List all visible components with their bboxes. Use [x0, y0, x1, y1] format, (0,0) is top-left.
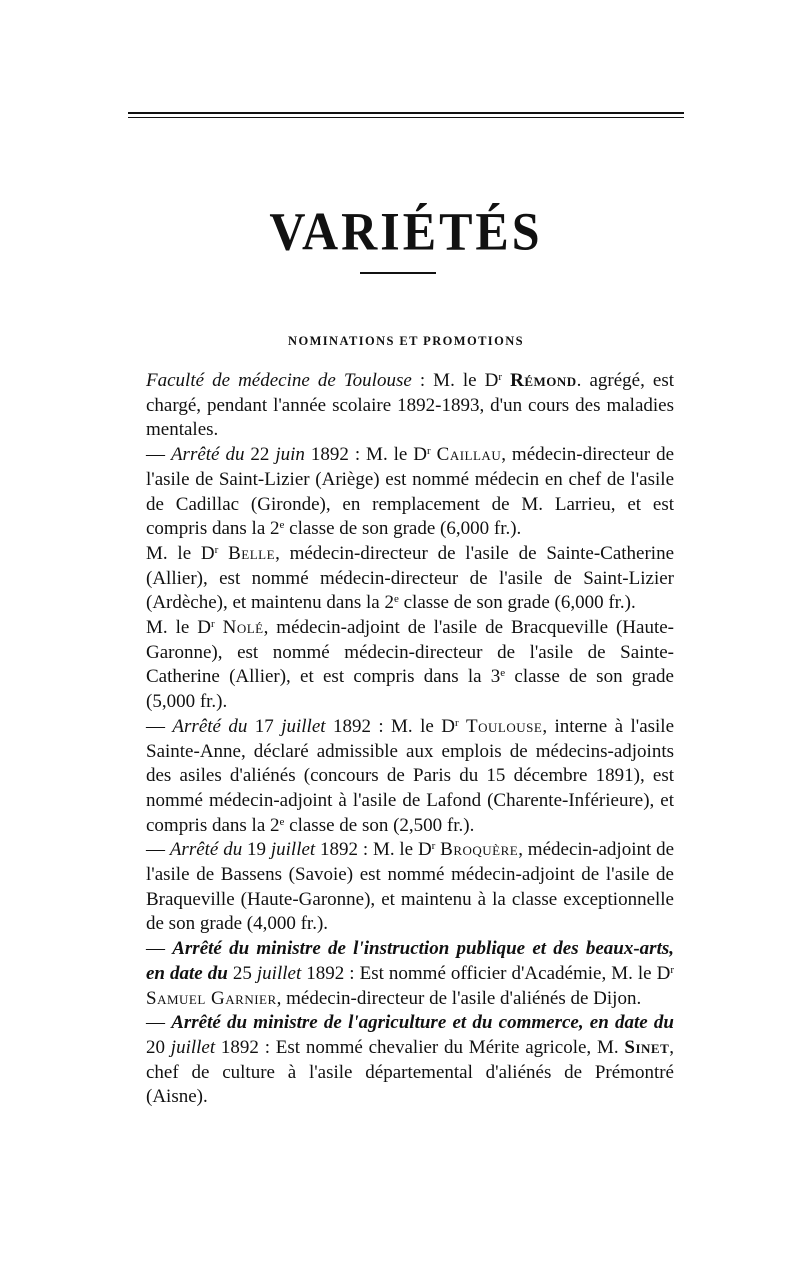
- title-underline: [360, 272, 436, 274]
- paragraph-arrete-instruction-publique: — Arrêté du ministre de l'instruction publique et des beaux-arts, en date du 25 juillet 1892 : Est nommé officier d'Académie, M. le $D^r$ Samuel Garnier, médecin-directeur de l'asile d'aliénés de Dijon.: [146, 938, 675, 1009]
- top-double-rule: [128, 112, 684, 114]
- paragraph-arrete-19-juillet: — Arrêté du 19 juillet 1892 : M. le $D^r$ Broquère, médecin-adjoint de l'asile de Bassens (Savoie) est nommé médecin-adjoint de l'asile de Braqueville (Haute-Garonne), et maintenu à la classe exceptionnelle de son grade (4,000 fr.).: [146, 839, 675, 935]
- top-double-rule-thin: [128, 117, 684, 118]
- paragraph-arrete-22-juin: — Arrêté du 22 juin 1892 : M. le $D^r$ Caillau, médecin-directeur de l'asile de Saint-Lizier (Ariège) est nommé médecin en chef de l'asile de Cadillac (Gironde), en remplacement de M. Larrieu, et est compris dans la 2e classe de son grade (6,000 fr.).: [146, 444, 674, 540]
- page-title: VARIÉTÉS: [269, 200, 543, 262]
- paragraph-arrete-17-juillet: — Arrêté du 17 juillet 1892 : M. le $D^r$ Toulouse, interne à l'asile Sainte-Anne, déclaré admissible aux emplois de médecins-adjoints des asiles d'aliénés (concours de Paris du 15 décembre 1891), est nommé médecin-adjoint à l'asile de Lafond (Charente-Inférieure), et compris dans la 2e classe de son (2,500 fr.).: [146, 715, 675, 836]
- paragraph-arrete-agriculture: — Arrêté du ministre de l'agriculture et du commerce, en date du 20 juillet 1892 : Est nommé chevalier du Mérite agricole, M. Sinet, chef de culture à l'asile départemental d'aliénés de Prémontré (Aisne).: [146, 1012, 675, 1108]
- article-body: [118, 369, 674, 1110]
- paragraph-belle: M. le $D^r$ Belle, médecin-directeur de l'asile de Sainte-Catherine (Allier), est nommé médecin-directeur de l'asile de Saint-Lizier (Ardèche), et maintenu dans la 2e classe de son grade (6,000 fr.).: [146, 542, 675, 614]
- paragraph-faculte-toulouse: Faculté de médecine de Toulouse : M. le $D^r$ Rémond. agrégé, est chargé, pendant l'année scolaire 1892-1893, d'un cours des maladies mentales.: [146, 370, 674, 441]
- section-heading: NOMINATIONS ET PROMOTIONS: [288, 334, 524, 348]
- paragraph-nole: M. le $D^r$ Nolé, médecin-adjoint de l'asile de Bracqueville (Haute-Garonne), est nommé médecin-directeur de l'asile de Sainte-Catherine (Allier), et est compris dans la 3e classe de son grade (5,000 fr.).: [146, 617, 674, 713]
